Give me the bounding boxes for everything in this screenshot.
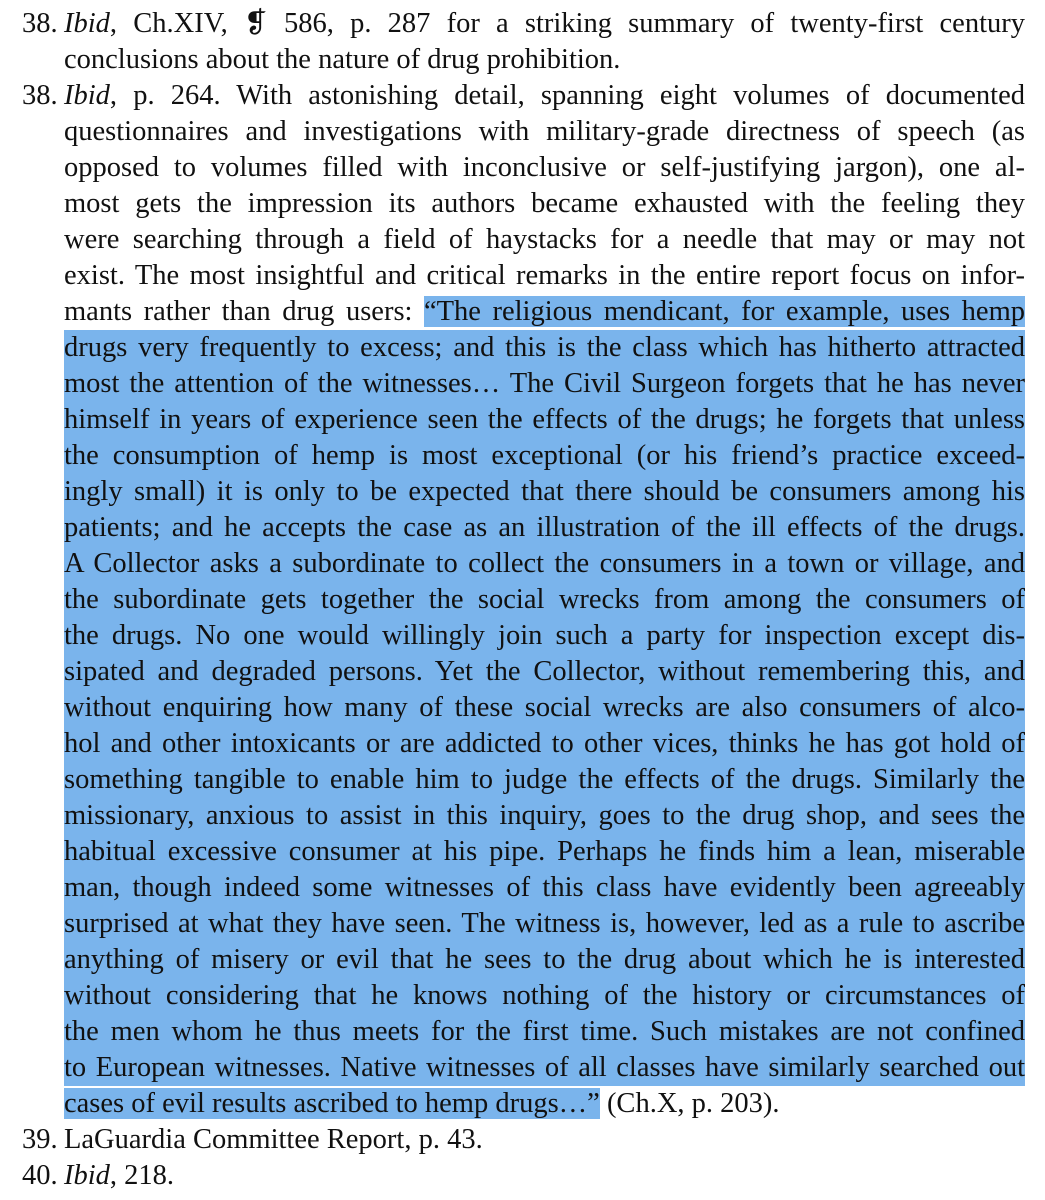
footnote-text: (Ch.X, p. 203).: [599, 1088, 780, 1119]
highlighted-text-line[interactable]: drugs very frequently to excess; and this is the class which has hitherto attracted: [64, 330, 1025, 366]
footnote-number: 40.: [22, 1160, 58, 1191]
highlighted-text-line[interactable]: most the attention of the witnesses… The Civil Surgeon forgets that he has never: [64, 366, 1025, 402]
footnote-text-line: exist. The most insightful and critical remarks in the entire report focus on infor-: [64, 260, 1025, 291]
ibid-citation: Ibid: [64, 1160, 110, 1191]
footnote-number: 38.: [22, 80, 58, 111]
highlighted-text-line[interactable]: sipated and degraded persons. Yet the Collector, without remembering this, and: [64, 654, 1025, 690]
footnote-38a-line-1: [22, 6, 1025, 42]
highlighted-text[interactable]: “The religious mendicant, for example, uses hemp: [423, 296, 1025, 327]
highlighted-text-line[interactable]: anything of misery or evil that he sees to the drug about which he is interested: [64, 942, 1025, 978]
footnote-39: [22, 1122, 1025, 1158]
highlighted-text-line[interactable]: ingly small) it is only to be expected that there should be consumers among his: [64, 474, 1025, 510]
highlighted-text-line[interactable]: the drugs. No one would willingly join such a party for inspection except dis-: [64, 618, 1025, 654]
footnote-text: , 218.: [109, 1160, 175, 1191]
footnote-38b-line-1: [22, 78, 1025, 114]
ibid-citation: Ibid: [64, 8, 110, 39]
highlighted-text-line[interactable]: the men whom he thus meets for the first time. Such mistakes are not confined: [64, 1014, 1025, 1050]
footnote-text-line: questionnaires and investigations with military-grade directness of speech (as: [64, 116, 1025, 147]
footnote-text: , p. 264. With astonishing detail, spanning eight volumes of documented: [109, 80, 1025, 111]
highlighted-text-line[interactable]: something tangible to enable him to judge the effects of the drugs. Similarly the: [64, 762, 1025, 798]
highlighted-text-line[interactable]: without considering that he knows nothing of the history or circumstances of: [64, 978, 1025, 1014]
highlighted-text-line[interactable]: the consumption of hemp is most exceptional (or his friend’s practice exceed-: [64, 438, 1025, 474]
highlighted-text-line[interactable]: patients; and he accepts the case as an illustration of the ill effects of the drugs.: [64, 510, 1025, 546]
footnote-last-line: [64, 1086, 1025, 1122]
highlighted-text-line[interactable]: hol and other intoxicants or are addicted to other vices, thinks he has got hold of: [64, 726, 1025, 762]
highlighted-text[interactable]: cases of evil results ascribed to hemp drugs…”: [64, 1088, 600, 1119]
highlighted-text-line[interactable]: to European witnesses. Native witnesses of all classes have similarly searched out: [64, 1050, 1025, 1086]
footnote-text-line: were searching through a field of haystacks for a needle that may or may not: [64, 224, 1025, 255]
footnote-number: 39.: [22, 1124, 58, 1155]
footnote-number: 38.: [22, 8, 58, 39]
footnote-text: , Ch.XIV, ❡ 586, p. 287 for a striking summary of twenty-first century: [109, 8, 1025, 39]
footnote-text-line: opposed to volumes filled with inconclusive or self-justifying jargon), one al-: [64, 152, 1025, 183]
highlighted-text-line[interactable]: habitual excessive consumer at his pipe. Perhaps he finds him a lean, miserable: [64, 834, 1025, 870]
highlighted-text-line[interactable]: A Collector asks a subordinate to collect the consumers in a town or village, and: [64, 546, 1025, 582]
highlighted-text-line[interactable]: without enquiring how many of these social wrecks are also consumers of alco-: [64, 690, 1025, 726]
highlighted-text-line[interactable]: the subordinate gets together the social wrecks from among the consumers of: [64, 582, 1025, 618]
highlighted-text-line[interactable]: man, though indeed some witnesses of this class have evidently been agreeably: [64, 870, 1025, 906]
footnote-38a-line-2: conclusions about the nature of drug prohibition.: [64, 44, 621, 75]
ibid-citation: Ibid: [64, 80, 110, 111]
highlighted-text-line[interactable]: missionary, anxious to assist in this inquiry, goes to the drug shop, and sees the: [64, 798, 1025, 834]
highlighted-text-line[interactable]: surprised at what they have seen. The witness is, however, led as a rule to ascribe: [64, 906, 1025, 942]
footnote-40: [22, 1158, 1025, 1194]
highlighted-text-line[interactable]: himself in years of experience seen the effects of the drugs; he forgets that unless: [64, 402, 1025, 438]
footnote-mixed-line: [64, 294, 1025, 330]
footnote-text-line: most gets the impression its authors became exhausted with the feeling they: [64, 188, 1025, 219]
footnote-text: LaGuardia Committee Report, p. 43.: [64, 1124, 483, 1155]
footnote-text: mants rather than drug users:: [64, 296, 424, 327]
